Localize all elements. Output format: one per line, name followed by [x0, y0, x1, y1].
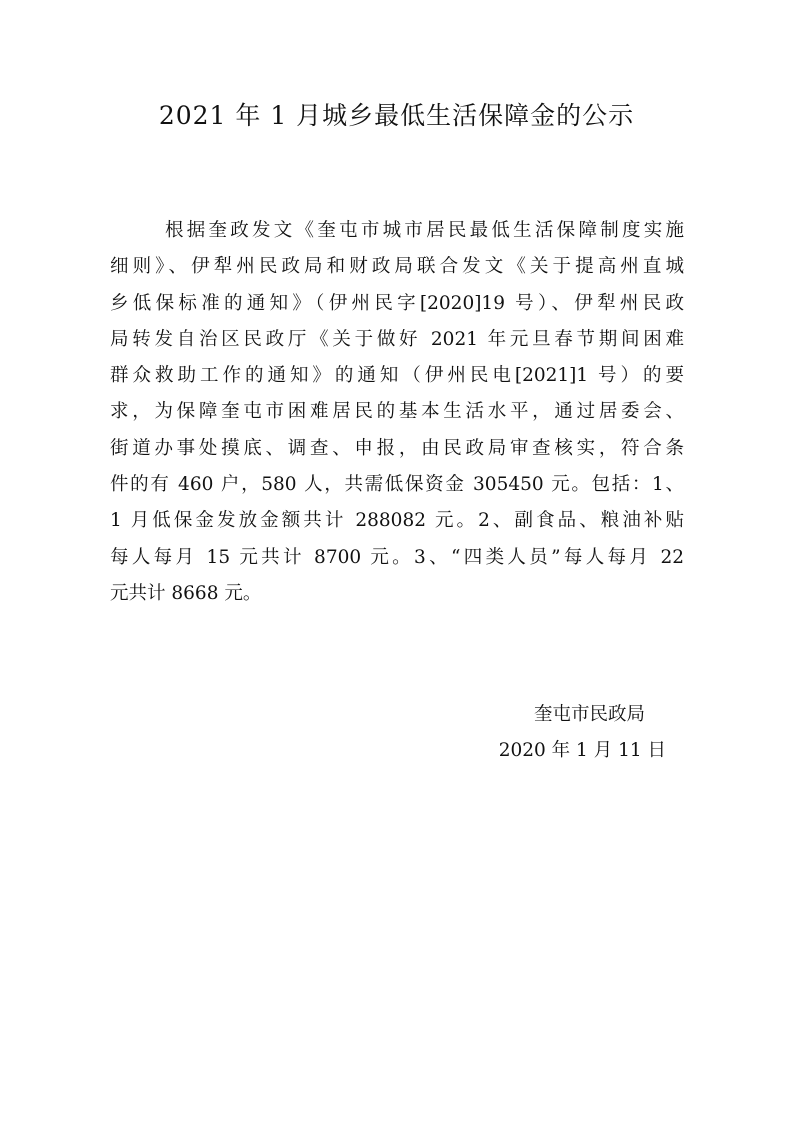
paragraph-line: 元共计 8668 元。 — [110, 582, 262, 604]
paragraph-line: 细则》、伊犁州民政局和财政局联合发文《关于提高州直城 — [110, 256, 684, 278]
paragraph-line: 件的有 460 户，580 人，共需低保资金 305450 元。包括：1、 — [110, 474, 684, 496]
paragraph-line: 乡低保标准的通知》（伊州民字[2020]19 号）、伊犁州民政 — [110, 292, 684, 314]
paragraph-line: 求，为保障奎屯市困难居民的基本生活水平，通过居委会、 — [110, 401, 684, 423]
paragraph-line: 群众救助工作的通知》的通知（伊州民电[2021]1 号）的要 — [110, 365, 684, 387]
paragraph-line: 街道办事处摸底、调查、申报，由民政局审查核实，符合条 — [110, 437, 684, 459]
signature-organization: 奎屯市民政局 — [533, 704, 645, 725]
paragraph-line: 根据奎政发文《奎屯市城市居民最低生活保障制度实施 — [165, 220, 684, 241]
paragraph-line: 每人每月 15 元共计 8700 元。3、“四类人员”每人每月 22 — [110, 546, 684, 568]
signature-date: 2020 年 1 月 11 日 — [498, 740, 666, 761]
paragraph-line: 1 月低保金发放金额共计 288082 元。2、副食品、粮油补贴 — [110, 510, 684, 532]
document-title: 2021 年 1 月城乡最低生活保障金的公示 — [158, 101, 635, 130]
announcement-paragraph — [110, 213, 684, 612]
paragraph-line: 局转发自治区民政厅《关于做好 2021 年元旦春节期间困难 — [110, 328, 684, 350]
